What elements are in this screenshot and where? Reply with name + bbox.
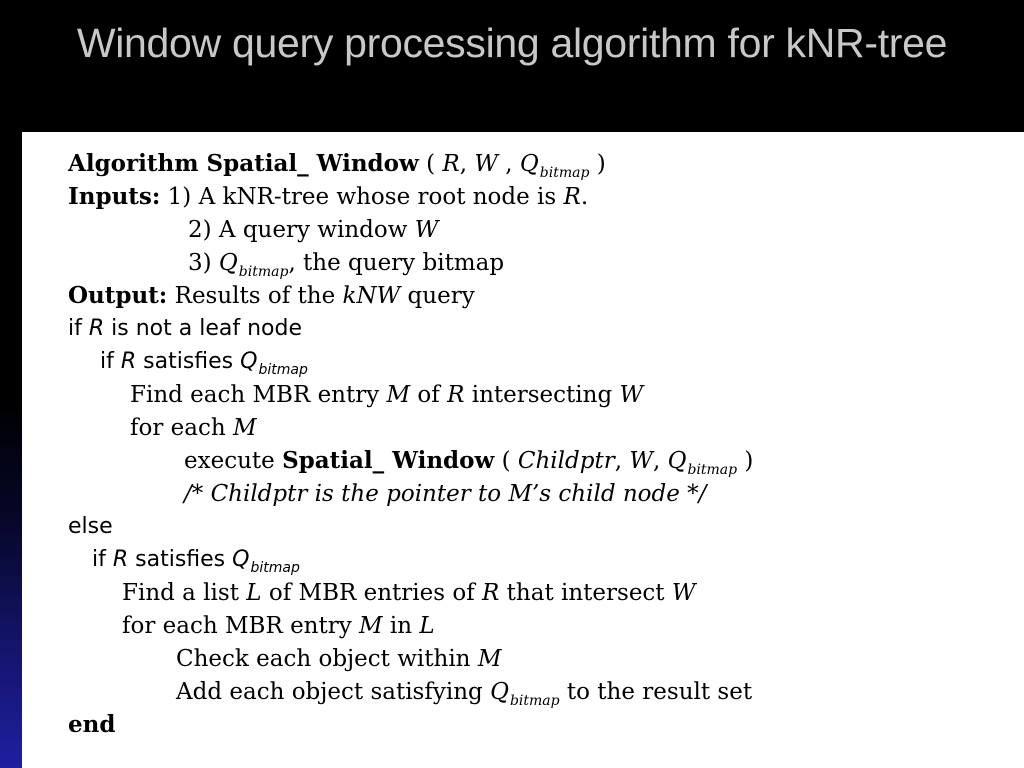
- sym-w: W: [619, 382, 644, 408]
- inputs-line-3: [188, 249, 504, 280]
- sym-r: R: [563, 184, 581, 210]
- comment-open: /*: [184, 481, 211, 507]
- kw-for: for each: [130, 415, 233, 441]
- condition-text: is not a leaf node: [104, 316, 302, 341]
- body-line-execute: [184, 447, 753, 478]
- sym-knw: kNW: [342, 283, 401, 309]
- algorithm-panel: [22, 132, 1024, 768]
- param-w: W: [474, 151, 498, 177]
- param-r: R: [442, 151, 460, 177]
- comma: ,: [652, 448, 668, 474]
- sym-q: Q: [218, 250, 238, 276]
- output-text: Results of the: [167, 283, 343, 309]
- find-text: Find a list: [122, 580, 247, 606]
- recursive-call-name: Spatial_ Window: [282, 447, 495, 474]
- check-text: Check each object within: [176, 646, 478, 672]
- sym-m: M: [477, 646, 502, 672]
- find-text: intersecting: [464, 382, 620, 408]
- sym-m: M: [508, 481, 532, 507]
- body-line-if-not-leaf: [68, 315, 302, 343]
- kw-if: if: [68, 316, 89, 341]
- kw-end: end: [68, 711, 116, 738]
- input-1-text: 1) A kNR-tree whose root node is: [160, 184, 564, 210]
- inputs-line-2: [188, 216, 438, 244]
- condition-text: satisfies: [128, 547, 233, 572]
- find-text: Find each MBR entry: [130, 382, 387, 408]
- comment-text: is the pointer to: [307, 481, 509, 507]
- kw-else: else: [68, 514, 113, 539]
- comment-text: ’s child node */: [532, 481, 707, 507]
- find-text: of MBR entries of: [261, 580, 483, 606]
- add-text: Add each object satisfying: [176, 679, 491, 705]
- sym-l: L: [246, 580, 262, 606]
- algorithm-name: Algorithm Spatial_ Window: [68, 150, 419, 177]
- sym-q: Q: [240, 349, 258, 374]
- subscript-bitmap: bitmap: [258, 362, 308, 378]
- add-text: to the result set: [559, 679, 753, 705]
- input-3-prefix: 3): [188, 250, 219, 276]
- sym-r: R: [120, 349, 137, 374]
- sym-q: Q: [232, 547, 250, 572]
- comma: ,: [459, 151, 475, 177]
- kw-if: if: [100, 349, 121, 374]
- sym-m: M: [386, 382, 411, 408]
- kw-execute: execute: [184, 448, 283, 474]
- kw-for: for each MBR entry: [122, 613, 360, 639]
- output-text-end: query: [400, 283, 475, 309]
- subscript-bitmap: bitmap: [509, 693, 560, 709]
- find-text: that intersect: [499, 580, 672, 606]
- sym-w: W: [629, 448, 653, 474]
- body-line-if-satisfies-1: [100, 348, 308, 378]
- paren-open: (: [494, 448, 518, 474]
- paren-open: (: [418, 151, 443, 177]
- sym-q: Q: [667, 448, 687, 474]
- body-line-if-satisfies-2: [92, 546, 300, 576]
- period: .: [580, 184, 589, 210]
- sym-m: M: [233, 415, 257, 441]
- subscript-bitmap: bitmap: [250, 560, 300, 576]
- body-line-find-list: [122, 579, 696, 607]
- body-line-check: [176, 645, 501, 673]
- kw-in: in: [382, 613, 420, 639]
- paren-close: ): [589, 151, 606, 177]
- input-3-text: , the query bitmap: [288, 250, 505, 276]
- sym-l: L: [419, 613, 435, 639]
- output-line: [68, 282, 475, 310]
- kw-if: if: [92, 547, 113, 572]
- body-line-comment: [184, 480, 706, 508]
- body-line-find-entries: [130, 381, 643, 409]
- sym-w: W: [671, 580, 696, 606]
- output-label: Output:: [68, 282, 168, 309]
- param-q: Q: [519, 151, 539, 177]
- body-line-for-each-m: [130, 414, 257, 442]
- sym-childptr: Childptr: [517, 448, 615, 474]
- subscript-bitmap: bitmap: [539, 165, 590, 181]
- body-line-else: [68, 513, 113, 541]
- sym-r: R: [112, 547, 129, 572]
- sym-childptr: Childptr: [210, 481, 308, 507]
- comma: ,: [614, 448, 630, 474]
- subscript-bitmap: bitmap: [687, 462, 738, 478]
- input-2-text: 2) A query window: [188, 217, 415, 243]
- subscript-bitmap: bitmap: [238, 264, 289, 280]
- inputs-line-1: [68, 183, 588, 211]
- sym-q: Q: [490, 679, 509, 705]
- inputs-label: Inputs:: [68, 183, 161, 210]
- sym-m: M: [359, 613, 383, 639]
- body-line-end: [68, 711, 115, 739]
- body-line-add: [176, 678, 752, 709]
- paren-close: ): [737, 448, 754, 474]
- sym-w: W: [414, 217, 439, 243]
- slide-title: Window query processing algorithm for kNR-tree: [76, 20, 948, 66]
- condition-text: satisfies: [136, 349, 241, 374]
- body-line-for-each-entry: [122, 612, 435, 640]
- sym-r: R: [447, 382, 465, 408]
- comma: ,: [497, 151, 520, 177]
- sym-r: R: [482, 580, 500, 606]
- find-text: of: [410, 382, 448, 408]
- sym-r: R: [88, 316, 105, 341]
- algorithm-header-line: [68, 150, 606, 181]
